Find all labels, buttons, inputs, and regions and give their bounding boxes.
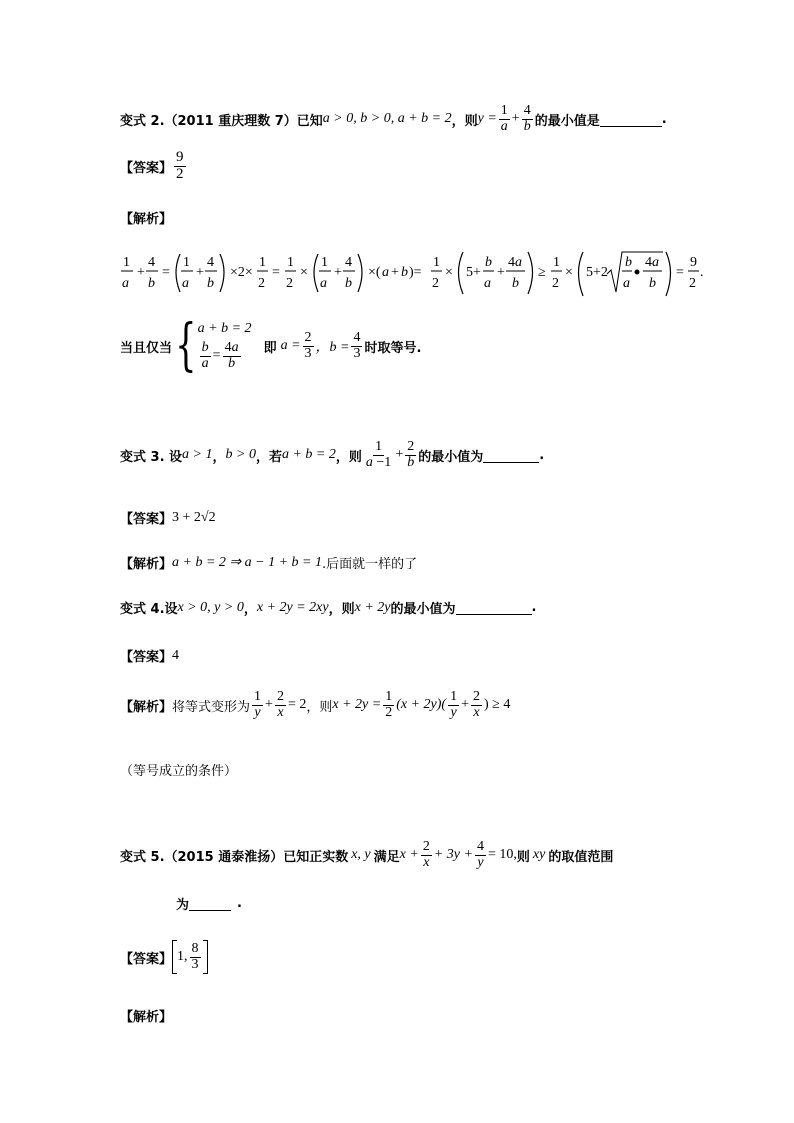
v5-expr-b: + 3y + xyxy=(433,847,473,863)
v3-answer-label: 【答案】 xyxy=(120,512,173,527)
v5-vars: x, y xyxy=(351,847,371,863)
v3-cond3: a + b = 2 xyxy=(281,447,336,463)
svg-text:b: b xyxy=(649,276,656,291)
v3-analysis-tail: .后面就一样的了 xyxy=(321,557,418,572)
v5-heading: 变式 5.（2015 通泰淮扬）已知正实数 xyxy=(120,849,349,865)
v2-brace: { xyxy=(175,313,197,378)
v3-analysis-row xyxy=(120,553,417,572)
v4-analysis-row: 【解析】 将等式变形为 $\frac{1}{y}$ + $\frac{2}{x}$ = 2 ，则 x + 2y = $\frac{1}{2}$ (x + 2y)( $\frac{1}{y}$ + $\frac{2}{x}$ ) ≥ 4 xyxy=(120,689,511,720)
v3-cond2: b > 0 xyxy=(225,447,256,463)
svg-text:b: b xyxy=(148,276,155,291)
v2-frac-1-a: $\frac{1}{a}$ xyxy=(500,103,508,134)
v2-analysis-label: 【解析】 xyxy=(120,212,173,227)
v5-answer-frac: $\frac{8}{3}$ xyxy=(191,941,199,972)
svg-text:1: 1 xyxy=(433,255,440,270)
v2-system-eq1: a + b = 2 xyxy=(197,320,252,336)
v2-heading: 变式 2.（2011 重庆理数 7）已知 xyxy=(120,113,323,129)
v5-answer-blank xyxy=(189,896,231,911)
v4-analysis-eq2: = 2 xyxy=(287,697,307,713)
svg-text:×: × xyxy=(445,265,453,280)
svg-text:2: 2 xyxy=(258,276,265,291)
svg-text:×(: ×( xyxy=(368,265,381,280)
v3-period: . xyxy=(539,447,545,463)
v4-comma: ， xyxy=(243,602,257,617)
v2-a-eq: a = xyxy=(280,338,301,353)
svg-text:2: 2 xyxy=(552,276,559,291)
svg-text:1: 1 xyxy=(183,255,190,270)
v3-comma: ， xyxy=(212,449,226,465)
v4-expr: x + 2y xyxy=(354,599,391,615)
svg-text:4: 4 xyxy=(207,255,214,270)
v5-period: . xyxy=(237,896,242,911)
v3-question: 变式 3. 设 a > 1 ， b > 0 ，若 a + b = 2 ，则 $\frac{1}{a -1}$ + $\frac{2}{b}$ 的最小值为 . xyxy=(120,439,545,470)
v4-period: . xyxy=(531,600,537,615)
v2-system-eq2: $\frac{b}{a}$ = $\frac{4a}{b}$ xyxy=(201,339,239,371)
v5-expr-c: = 10, xyxy=(487,847,517,863)
v2-answer-blank xyxy=(600,112,662,127)
svg-text:4: 4 xyxy=(508,255,515,270)
svg-text:b: b xyxy=(345,276,352,291)
svg-text:≥: ≥ xyxy=(538,265,546,280)
v2-eq-tail: 时取等号. xyxy=(364,340,422,356)
v4-answer: 4 xyxy=(172,647,180,663)
svg-text:2: 2 xyxy=(286,276,293,291)
v3-frac-2: $\frac{2}{b}$ xyxy=(407,439,415,470)
v4-heading: 变式 4.设 xyxy=(120,602,178,617)
svg-text:1: 1 xyxy=(259,255,266,270)
v2-b-value: $\frac{4}{3}$ xyxy=(353,329,361,361)
v4-eq: x + 2y = 2xy xyxy=(256,599,329,615)
v2-mid: ，则 xyxy=(451,113,478,129)
svg-text:a: a xyxy=(515,255,522,270)
v2-answer: $\frac{9}{2}$ xyxy=(176,149,184,182)
svg-text:b: b xyxy=(401,265,408,280)
v2-equality-condition xyxy=(120,313,422,378)
svg-text:a: a xyxy=(484,276,491,291)
v3-analysis: a + b = 2 ⇒ a − 1 + b = 1 xyxy=(172,555,322,570)
v5-answer-row xyxy=(120,940,208,974)
svg-text:a: a xyxy=(122,276,129,291)
v2-answer-row xyxy=(120,150,188,183)
svg-text:.: . xyxy=(700,265,704,280)
v4-answer-label: 【答案】 xyxy=(120,650,173,665)
v5-answer-label: 【答案】 xyxy=(120,951,173,967)
v2-y-eq: y = xyxy=(477,111,497,127)
svg-text:b: b xyxy=(485,255,492,270)
svg-text:×: × xyxy=(300,265,308,280)
v4-analysis-c: x + 2y = xyxy=(332,697,382,713)
v3-ruo: ，若 xyxy=(255,449,282,465)
v2-system xyxy=(198,321,252,371)
svg-text:a: a xyxy=(182,276,189,291)
v3-ze: ，则 xyxy=(335,449,362,465)
svg-text:b: b xyxy=(207,276,214,291)
v2-when-text: 当且仅当 xyxy=(120,340,173,356)
v4-analysis-b: ，则 xyxy=(306,699,333,715)
svg-text:a: a xyxy=(320,276,327,291)
v4-analysis-e: ) ≥ 4 xyxy=(483,697,511,713)
svg-text:4: 4 xyxy=(345,255,352,270)
v3-answer: 3 + 2√2 xyxy=(172,509,216,525)
v3-tail: 的最小值为 xyxy=(418,449,484,465)
v3-answer-blank xyxy=(483,448,539,463)
svg-text:2: 2 xyxy=(689,276,696,291)
svg-text:4: 4 xyxy=(645,255,652,270)
svg-text:+: + xyxy=(391,265,399,280)
svg-text:1: 1 xyxy=(287,255,294,270)
svg-text:a: a xyxy=(652,255,659,270)
v4-question xyxy=(120,598,536,617)
svg-text:a: a xyxy=(382,265,389,280)
svg-text:2: 2 xyxy=(432,276,439,291)
v2-question xyxy=(120,104,667,134)
svg-text:=: = xyxy=(272,265,280,280)
v2-answer-label: 【答案】 xyxy=(120,160,173,176)
svg-text:a: a xyxy=(623,276,630,291)
svg-text:1: 1 xyxy=(553,255,560,270)
v3-heading: 变式 3. 设 xyxy=(120,449,183,465)
svg-text:4: 4 xyxy=(148,255,155,270)
svg-text:×: × xyxy=(565,265,573,280)
v5-line2: 为 xyxy=(176,898,190,913)
v3-frac-1: $\frac{1}{a -1}$ xyxy=(365,439,392,470)
svg-text:1: 1 xyxy=(123,255,130,270)
v4-note: （等号成立的条件） xyxy=(120,764,238,779)
v5-mid: 满足 xyxy=(373,849,400,865)
svg-text:b: b xyxy=(512,276,519,291)
svg-text:=: = xyxy=(162,265,170,280)
v2-tail: 的最小值是 xyxy=(534,113,600,129)
v5-answer xyxy=(172,940,208,974)
svg-text:+: + xyxy=(196,265,204,280)
svg-text:1: 1 xyxy=(321,255,328,270)
v4-ze: ，则 xyxy=(328,602,355,617)
svg-text:+: + xyxy=(497,265,505,280)
svg-text:+: + xyxy=(334,265,342,280)
v4-analysis-d: (x + 2y)( xyxy=(396,697,447,713)
v5-question-line2 xyxy=(176,894,242,913)
v3-analysis-label: 【解析】 xyxy=(120,557,173,572)
svg-text:5+2: 5+2 xyxy=(586,265,608,280)
v2-ji: 即 xyxy=(263,340,277,356)
svg-text:×2×: ×2× xyxy=(230,265,253,280)
v4-answer-row xyxy=(120,646,179,665)
v5-ze: 则 xyxy=(516,849,530,865)
v5-expr-a: x + xyxy=(399,847,419,863)
v2-a-value: $\frac{2}{3}$ xyxy=(304,329,312,361)
v5-xy: xy xyxy=(532,847,546,863)
v4-tail: 的最小值为 xyxy=(390,602,456,617)
v5-question: 变式 5.（2015 通泰淮扬）已知正实数 x, y 满足 x + $\frac{2}{x}$ + 3y + $\frac{4}{y}$ = 10, 则 xy 的取值范围 xyxy=(120,839,614,870)
svg-text:9: 9 xyxy=(690,255,697,270)
v5-tail: 的取值范围 xyxy=(548,849,614,865)
v4-analysis-a: 将等式变形为 xyxy=(172,699,251,715)
v3-cond1: a > 1 xyxy=(182,447,213,463)
svg-text:b: b xyxy=(625,255,632,270)
v2-condition: a > 0, b > 0, a + b = 2 xyxy=(322,111,452,127)
v4-cond: x > 0, y > 0 xyxy=(177,599,244,615)
v4-answer-blank xyxy=(456,600,532,615)
svg-text:=: = xyxy=(676,265,684,280)
v5-analysis-label: 【解析】 xyxy=(120,1010,173,1025)
v2-period: . xyxy=(661,111,667,127)
v2-frac-4-b: $\frac{4}{b}$ xyxy=(523,103,531,134)
svg-text:)=: )= xyxy=(409,265,422,280)
v5-answer-left: 1, xyxy=(177,949,188,965)
v3-answer-row xyxy=(120,508,216,527)
svg-text:5+: 5+ xyxy=(466,265,481,280)
svg-text:+: + xyxy=(137,265,145,280)
v4-analysis-label: 【解析】 xyxy=(120,699,173,715)
v2-plus: + xyxy=(511,111,520,127)
v2-b-eq: ，b = xyxy=(315,340,350,355)
